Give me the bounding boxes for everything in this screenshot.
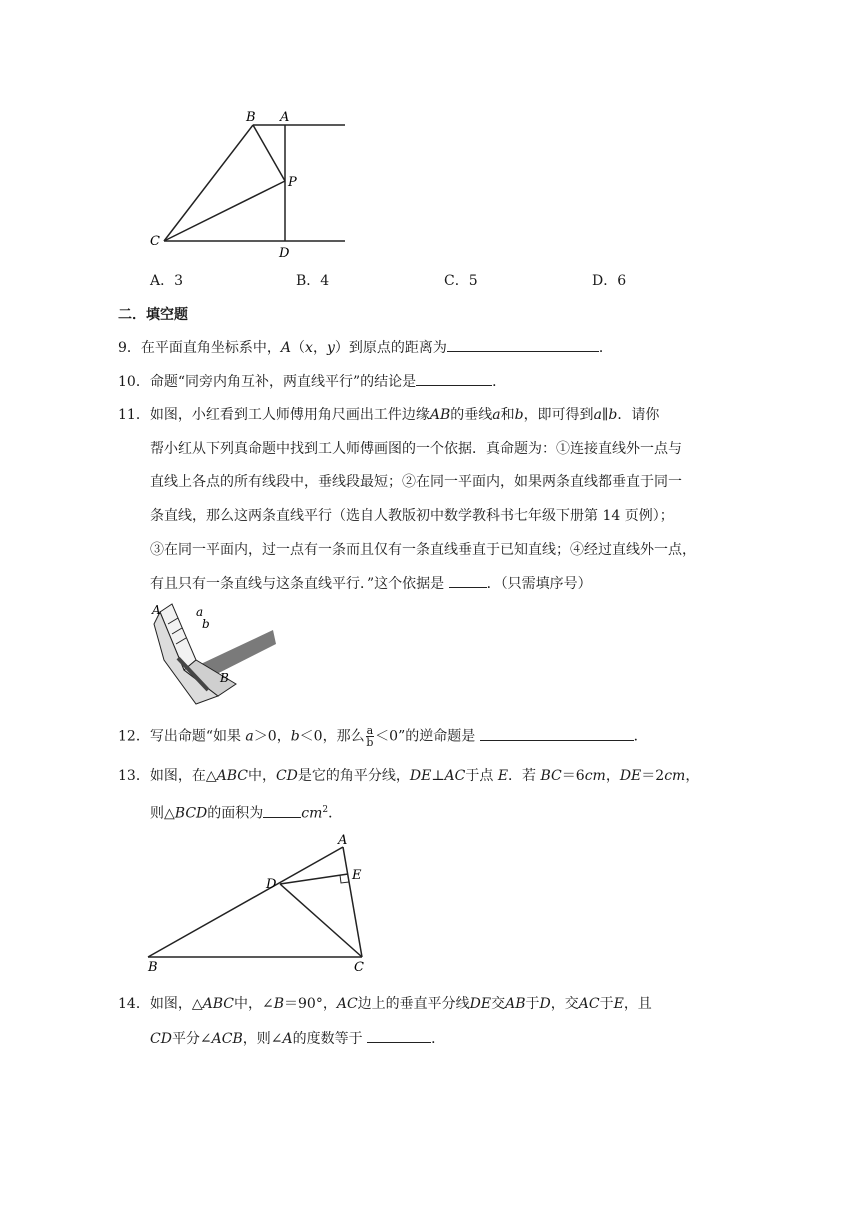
- label-a: A: [338, 833, 348, 848]
- label-e: E: [352, 868, 362, 883]
- answer-blank[interactable]: [449, 573, 487, 588]
- question-13-line-2: 则△BCD的面积为 $cm^2$．: [150, 800, 342, 824]
- question-13-line-1: 13．如图，在△ABC中，CD是它的角平分线，DE⊥AC于点 E．若 BC＝6cm，DE＝2cm，: [118, 768, 700, 784]
- choice-d: D．6: [592, 273, 627, 289]
- label-b-line: b: [202, 617, 210, 631]
- segment-ba: [148, 847, 343, 957]
- label-d: D: [266, 877, 277, 892]
- label-b: B: [148, 960, 158, 972]
- choice-c: C．5: [444, 273, 478, 289]
- answer-blank[interactable]: [447, 337, 599, 352]
- label-c: C: [150, 234, 160, 249]
- fraction-a-over-b: $\frac{a}{b}$: [366, 724, 374, 749]
- answer-blank[interactable]: [480, 726, 634, 741]
- answer-blank[interactable]: [263, 803, 301, 818]
- question-11-line-6: 有且只有一条直线与这条直线平行．”这个依据是 ．（只需填序号）: [150, 573, 592, 594]
- segment-de: [280, 874, 348, 884]
- label-a: A: [280, 110, 290, 125]
- segment-ac: [343, 847, 362, 957]
- answer-blank[interactable]: [416, 371, 492, 386]
- choice-a: A．3: [150, 273, 184, 289]
- label-b: B: [246, 110, 256, 125]
- figure-1-geometry: [140, 104, 360, 264]
- label-b-point: B: [220, 671, 229, 685]
- question-11-line-2: 帮小红从下列真命题中找到工人师傅画图的一个依据．真命题为：①连接直线外一点与: [150, 441, 682, 457]
- label-a-line: a: [196, 605, 204, 619]
- label-p: P: [288, 175, 297, 190]
- segment-bc: [164, 125, 253, 241]
- label-a-point: A: [152, 603, 161, 617]
- segment-cp: [164, 181, 285, 241]
- question-11-line-5: ③在同一平面内，过一点有一条而且仅有一条直线垂直于已知直线；④经过直线外一点，: [150, 542, 696, 558]
- segment-dc: [280, 884, 362, 957]
- choice-b: B．4: [296, 273, 330, 289]
- question-11-line-3: 直线上各点的所有线段中，垂线段最短；②在同一平面内，如果两条直线都垂直于同一: [150, 474, 682, 490]
- label-c: C: [354, 960, 364, 972]
- figure-2-set-square: [148, 600, 278, 712]
- answer-blank[interactable]: [367, 1028, 431, 1043]
- section-title: 二．填空题: [118, 307, 188, 323]
- question-11-line-1: 11．如图，小红看到工人师傅用角尺画出工件边缘AB的垂线a和b，即可得到a∥b．请你: [118, 407, 660, 423]
- label-d: D: [279, 246, 290, 261]
- question-10: 10．命题“同旁内角互补，两直线平行”的结论是 ．: [118, 371, 738, 392]
- segment-bp: [253, 125, 285, 181]
- question-14-line-1: 14．如图，△ABC中，∠B＝90°，AC边上的垂直平分线DE交AB于D，交AC于E，且: [118, 996, 652, 1012]
- question-9: 9．在平面直角坐标系中，A（x，y）到原点的距离为 ．: [118, 337, 738, 358]
- question-11-line-4: 条直线，那么这两条直线平行（选自人教版初中数学教科书七年级下册第 14 页例）；: [150, 508, 674, 524]
- question-12: 12．写出命题“如果 a＞0，b＜0，那么 $\frac{a}{b}$ ＜0”的逆命题是 ．: [118, 724, 648, 749]
- figure-3-triangle: [140, 832, 380, 972]
- question-14-line-2: CD平分∠ACB，则∠A的度数等于 ．: [150, 1028, 445, 1049]
